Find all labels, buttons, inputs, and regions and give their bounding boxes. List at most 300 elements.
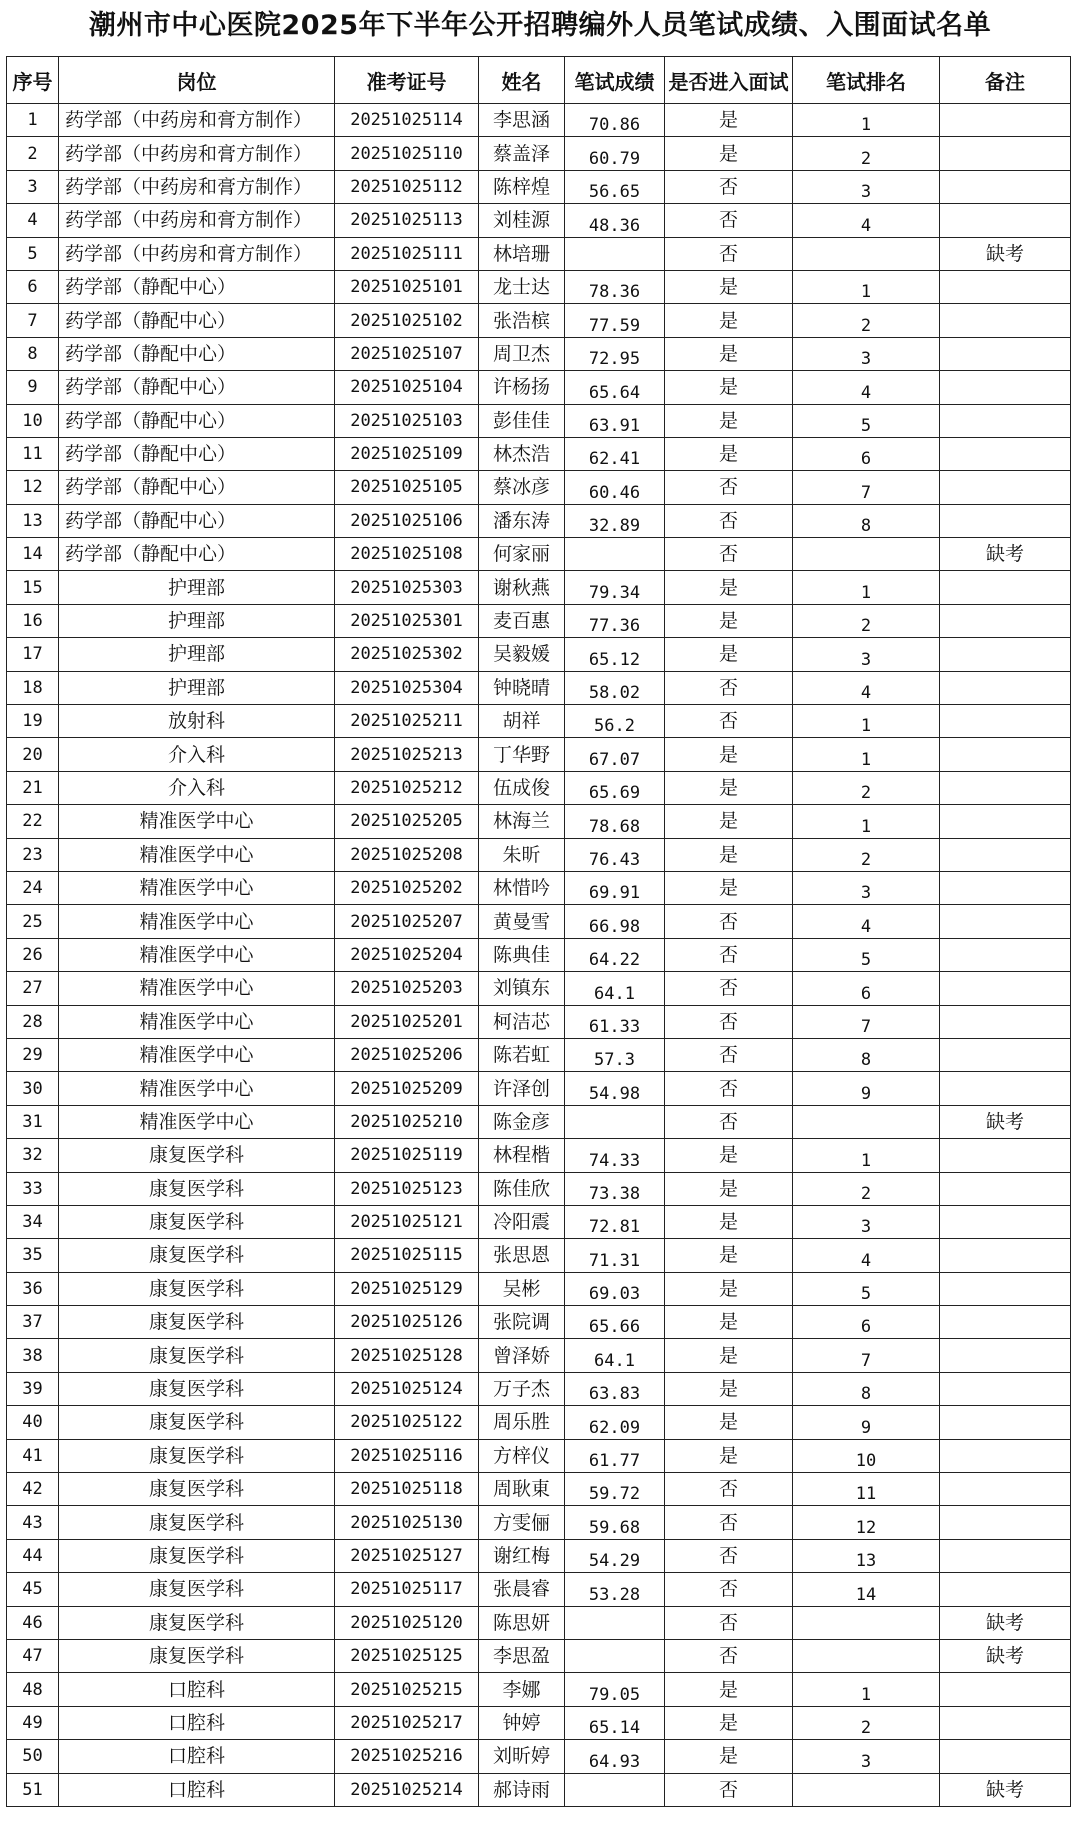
cell-note [940, 404, 1071, 437]
cell-score: 72.95 [565, 337, 665, 370]
cell-position: 药学部（静配中心） [59, 337, 335, 370]
cell-note [940, 170, 1071, 203]
cell-exam-id: 20251025302 [335, 638, 479, 671]
cell-interview: 否 [665, 938, 793, 971]
cell-rank: 13 [793, 1539, 940, 1572]
cell-position: 口腔科 [59, 1706, 335, 1739]
cell-position: 精准医学中心 [59, 905, 335, 938]
cell-name: 陈若虹 [479, 1038, 565, 1071]
cell-no: 18 [7, 671, 59, 704]
cell-position: 介入科 [59, 738, 335, 771]
cell-no: 37 [7, 1306, 59, 1339]
cell-name: 万子杰 [479, 1372, 565, 1405]
cell-name: 钟婷 [479, 1706, 565, 1739]
table-header-row [7, 57, 1071, 104]
cell-name: 钟晓晴 [479, 671, 565, 704]
cell-score: 64.22 [565, 938, 665, 971]
cell-interview: 是 [665, 871, 793, 904]
cell-note [940, 1172, 1071, 1205]
cell-score: 69.03 [565, 1272, 665, 1305]
table-row [7, 1773, 1071, 1806]
cell-note [940, 1272, 1071, 1305]
cell-name: 张浩槟 [479, 304, 565, 337]
cell-rank: 7 [793, 1005, 940, 1038]
cell-score [565, 1105, 665, 1138]
cell-interview: 是 [665, 838, 793, 871]
cell-score: 63.83 [565, 1372, 665, 1405]
table-row [7, 972, 1071, 1005]
cell-note [940, 337, 1071, 370]
cell-rank: 1 [793, 705, 940, 738]
cell-exam-id: 20251025105 [335, 471, 479, 504]
cell-name: 柯洁芯 [479, 1005, 565, 1038]
cell-name: 麦百惠 [479, 604, 565, 637]
cell-position: 精准医学中心 [59, 938, 335, 971]
cell-no: 49 [7, 1706, 59, 1739]
cell-score: 70.86 [565, 104, 665, 137]
table-row [7, 1105, 1071, 1138]
cell-name: 李思盈 [479, 1639, 565, 1672]
cell-position: 康复医学科 [59, 1306, 335, 1339]
cell-exam-id: 20251025304 [335, 671, 479, 704]
cell-exam-id: 20251025114 [335, 104, 479, 137]
cell-name: 林海兰 [479, 805, 565, 838]
page-title: 潮州市中心医院2025年下半年公开招聘编外人员笔试成绩、入围面试名单 [88, 10, 992, 41]
cell-rank: 4 [793, 905, 940, 938]
cell-score [565, 1773, 665, 1806]
cell-note [940, 1205, 1071, 1238]
cell-score [565, 237, 665, 270]
cell-position: 康复医学科 [59, 1172, 335, 1205]
cell-rank: 5 [793, 404, 940, 437]
cell-score: 77.36 [565, 604, 665, 637]
header-interview: 是否进入面试 [665, 57, 793, 104]
cell-position: 康复医学科 [59, 1573, 335, 1606]
table-row [7, 371, 1071, 404]
table-row [7, 471, 1071, 504]
cell-note [940, 1473, 1071, 1506]
cell-name: 刘桂源 [479, 204, 565, 237]
table-row [7, 1038, 1071, 1071]
cell-interview: 否 [665, 538, 793, 571]
cell-score: 67.07 [565, 738, 665, 771]
table-row [7, 838, 1071, 871]
cell-name: 吴毅媛 [479, 638, 565, 671]
cell-interview: 是 [665, 805, 793, 838]
cell-score: 58.02 [565, 671, 665, 704]
cell-rank: 4 [793, 204, 940, 237]
cell-score: 64.93 [565, 1740, 665, 1773]
cell-note [940, 738, 1071, 771]
cell-interview: 是 [665, 1306, 793, 1339]
cell-position: 护理部 [59, 671, 335, 704]
cell-rank: 1 [793, 571, 940, 604]
cell-rank: 7 [793, 1339, 940, 1372]
cell-interview: 否 [665, 1506, 793, 1539]
cell-score: 60.79 [565, 137, 665, 170]
cell-position: 药学部（静配中心） [59, 437, 335, 470]
cell-note [940, 805, 1071, 838]
cell-name: 李娜 [479, 1673, 565, 1706]
cell-no: 35 [7, 1239, 59, 1272]
cell-interview: 否 [665, 237, 793, 270]
cell-no: 41 [7, 1439, 59, 1472]
cell-no: 30 [7, 1072, 59, 1105]
cell-score: 76.43 [565, 838, 665, 871]
cell-interview: 否 [665, 705, 793, 738]
table-row [7, 237, 1071, 270]
cell-note: 缺考 [940, 237, 1071, 270]
cell-position: 精准医学中心 [59, 805, 335, 838]
cell-interview: 否 [665, 1539, 793, 1572]
cell-name: 方雯俪 [479, 1506, 565, 1539]
cell-position: 药学部（静配中心） [59, 471, 335, 504]
cell-rank: 2 [793, 304, 940, 337]
cell-no: 42 [7, 1473, 59, 1506]
cell-interview: 是 [665, 1372, 793, 1405]
cell-note: 缺考 [940, 1773, 1071, 1806]
cell-exam-id: 20251025116 [335, 1439, 479, 1472]
cell-no: 5 [7, 237, 59, 270]
table-row [7, 671, 1071, 704]
table-row [7, 404, 1071, 437]
cell-rank: 1 [793, 104, 940, 137]
cell-exam-id: 20251025128 [335, 1339, 479, 1372]
table-row [7, 170, 1071, 203]
cell-exam-id: 20251025103 [335, 404, 479, 437]
cell-no: 31 [7, 1105, 59, 1138]
table-row [7, 938, 1071, 971]
cell-exam-id: 20251025204 [335, 938, 479, 971]
table-row [7, 604, 1071, 637]
header-position: 岗位 [59, 57, 335, 104]
cell-interview: 是 [665, 1139, 793, 1172]
cell-exam-id: 20251025208 [335, 838, 479, 871]
cell-note [940, 1306, 1071, 1339]
cell-name: 林惜吟 [479, 871, 565, 904]
cell-note [940, 1573, 1071, 1606]
cell-position: 精准医学中心 [59, 1038, 335, 1071]
cell-no: 43 [7, 1506, 59, 1539]
cell-no: 27 [7, 972, 59, 1005]
cell-interview: 否 [665, 1773, 793, 1806]
cell-interview: 是 [665, 571, 793, 604]
cell-position: 康复医学科 [59, 1473, 335, 1506]
cell-interview: 否 [665, 204, 793, 237]
cell-interview: 是 [665, 104, 793, 137]
cell-interview: 是 [665, 137, 793, 170]
cell-exam-id: 20251025127 [335, 1539, 479, 1572]
cell-no: 48 [7, 1673, 59, 1706]
table-row [7, 504, 1071, 537]
cell-exam-id: 20251025108 [335, 538, 479, 571]
cell-no: 32 [7, 1139, 59, 1172]
cell-rank [793, 1105, 940, 1138]
cell-score: 32.89 [565, 504, 665, 537]
cell-position: 放射科 [59, 705, 335, 738]
cell-name: 蔡盖泽 [479, 137, 565, 170]
cell-score [565, 1639, 665, 1672]
cell-note [940, 1239, 1071, 1272]
header-exam-id: 准考证号 [335, 57, 479, 104]
cell-position: 药学部（静配中心） [59, 538, 335, 571]
cell-score: 61.77 [565, 1439, 665, 1472]
cell-note [940, 671, 1071, 704]
cell-position: 药学部（静配中心） [59, 270, 335, 303]
cell-exam-id: 20251025126 [335, 1306, 479, 1339]
cell-position: 药学部（中药房和膏方制作） [59, 237, 335, 270]
cell-exam-id: 20251025110 [335, 137, 479, 170]
table-row [7, 571, 1071, 604]
cell-note [940, 1740, 1071, 1773]
cell-exam-id: 20251025119 [335, 1139, 479, 1172]
table-row [7, 204, 1071, 237]
cell-score [565, 1606, 665, 1639]
cell-no: 6 [7, 270, 59, 303]
header-rank: 笔试排名 [793, 57, 940, 104]
cell-exam-id: 20251025121 [335, 1205, 479, 1238]
table-row [7, 1506, 1071, 1539]
table-row [7, 1573, 1071, 1606]
cell-interview: 是 [665, 1172, 793, 1205]
cell-score: 62.09 [565, 1406, 665, 1439]
cell-rank: 3 [793, 1205, 940, 1238]
cell-exam-id: 20251025215 [335, 1673, 479, 1706]
cell-note [940, 1673, 1071, 1706]
cell-name: 林杰浩 [479, 437, 565, 470]
cell-no: 12 [7, 471, 59, 504]
cell-name: 张晨睿 [479, 1573, 565, 1606]
cell-interview: 是 [665, 1272, 793, 1305]
cell-exam-id: 20251025206 [335, 1038, 479, 1071]
cell-rank: 11 [793, 1473, 940, 1506]
cell-no: 46 [7, 1606, 59, 1639]
cell-score: 54.98 [565, 1072, 665, 1105]
cell-position: 药学部（中药房和膏方制作） [59, 170, 335, 203]
table-row [7, 1072, 1071, 1105]
cell-note [940, 604, 1071, 637]
results-table [6, 56, 1071, 1807]
cell-name: 朱昕 [479, 838, 565, 871]
cell-note [940, 1339, 1071, 1372]
cell-interview: 是 [665, 371, 793, 404]
cell-score: 57.3 [565, 1038, 665, 1071]
cell-rank: 10 [793, 1439, 940, 1472]
cell-rank: 12 [793, 1506, 940, 1539]
cell-name: 陈佳欣 [479, 1172, 565, 1205]
cell-name: 陈梓煌 [479, 170, 565, 203]
cell-position: 康复医学科 [59, 1539, 335, 1572]
cell-rank [793, 1639, 940, 1672]
table-row [7, 1639, 1071, 1672]
cell-rank: 14 [793, 1573, 940, 1606]
cell-note [940, 270, 1071, 303]
table-row [7, 137, 1071, 170]
cell-no: 13 [7, 504, 59, 537]
cell-position: 口腔科 [59, 1740, 335, 1773]
cell-name: 冷阳震 [479, 1205, 565, 1238]
table-row [7, 104, 1071, 137]
cell-name: 伍成俊 [479, 771, 565, 804]
cell-position: 康复医学科 [59, 1639, 335, 1672]
table-row [7, 304, 1071, 337]
cell-position: 康复医学科 [59, 1406, 335, 1439]
cell-rank: 8 [793, 1372, 940, 1405]
cell-no: 33 [7, 1172, 59, 1205]
table-row [7, 771, 1071, 804]
cell-name: 丁华野 [479, 738, 565, 771]
cell-interview: 否 [665, 1105, 793, 1138]
cell-interview: 是 [665, 1706, 793, 1739]
table-row [7, 538, 1071, 571]
cell-rank: 8 [793, 504, 940, 537]
cell-no: 4 [7, 204, 59, 237]
table-row [7, 1205, 1071, 1238]
header-score: 笔试成绩 [565, 57, 665, 104]
cell-position: 精准医学中心 [59, 1105, 335, 1138]
cell-no: 44 [7, 1539, 59, 1572]
cell-name: 潘东涛 [479, 504, 565, 537]
cell-note [940, 1439, 1071, 1472]
cell-score: 65.64 [565, 371, 665, 404]
cell-interview: 是 [665, 404, 793, 437]
cell-exam-id: 20251025212 [335, 771, 479, 804]
cell-rank: 4 [793, 1239, 940, 1272]
cell-exam-id: 20251025115 [335, 1239, 479, 1272]
table-row [7, 1606, 1071, 1639]
cell-position: 精准医学中心 [59, 972, 335, 1005]
cell-note [940, 1406, 1071, 1439]
cell-exam-id: 20251025210 [335, 1105, 479, 1138]
cell-exam-id: 20251025107 [335, 337, 479, 370]
cell-interview: 是 [665, 604, 793, 637]
cell-note [940, 938, 1071, 971]
cell-exam-id: 20251025217 [335, 1706, 479, 1739]
cell-interview: 是 [665, 1439, 793, 1472]
cell-rank: 1 [793, 738, 940, 771]
cell-exam-id: 20251025109 [335, 437, 479, 470]
cell-note [940, 304, 1071, 337]
table-row [7, 1740, 1071, 1773]
cell-no: 45 [7, 1573, 59, 1606]
cell-name: 周耿東 [479, 1473, 565, 1506]
cell-name: 许杨扬 [479, 371, 565, 404]
cell-note [940, 1139, 1071, 1172]
cell-no: 51 [7, 1773, 59, 1806]
cell-score: 65.66 [565, 1306, 665, 1339]
cell-rank [793, 1606, 940, 1639]
cell-note [940, 1539, 1071, 1572]
table-row [7, 1706, 1071, 1739]
table-row [7, 1439, 1071, 1472]
cell-rank: 3 [793, 638, 940, 671]
cell-no: 15 [7, 571, 59, 604]
cell-note [940, 1005, 1071, 1038]
header-no: 序号 [7, 57, 59, 104]
cell-position: 精准医学中心 [59, 871, 335, 904]
cell-score: 56.65 [565, 170, 665, 203]
cell-score: 65.14 [565, 1706, 665, 1739]
table-row [7, 437, 1071, 470]
cell-name: 许泽创 [479, 1072, 565, 1105]
cell-score: 77.59 [565, 304, 665, 337]
cell-position: 口腔科 [59, 1773, 335, 1806]
cell-score: 74.33 [565, 1139, 665, 1172]
cell-interview: 是 [665, 304, 793, 337]
cell-position: 康复医学科 [59, 1272, 335, 1305]
cell-exam-id: 20251025101 [335, 270, 479, 303]
cell-rank [793, 1773, 940, 1806]
cell-no: 10 [7, 404, 59, 437]
cell-interview: 是 [665, 1740, 793, 1773]
cell-note: 缺考 [940, 1105, 1071, 1138]
table-row [7, 805, 1071, 838]
cell-no: 11 [7, 437, 59, 470]
cell-note [940, 371, 1071, 404]
cell-note [940, 838, 1071, 871]
cell-exam-id: 20251025207 [335, 905, 479, 938]
cell-score: 64.1 [565, 972, 665, 1005]
cell-name: 陈金彦 [479, 1105, 565, 1138]
cell-name: 林培珊 [479, 237, 565, 270]
cell-position: 药学部（静配中心） [59, 371, 335, 404]
cell-rank: 3 [793, 871, 940, 904]
cell-position: 康复医学科 [59, 1205, 335, 1238]
cell-rank: 2 [793, 604, 940, 637]
cell-interview: 否 [665, 1573, 793, 1606]
cell-no: 9 [7, 371, 59, 404]
cell-no: 50 [7, 1740, 59, 1773]
cell-position: 精准医学中心 [59, 838, 335, 871]
cell-no: 22 [7, 805, 59, 838]
cell-name: 彭佳佳 [479, 404, 565, 437]
cell-position: 康复医学科 [59, 1606, 335, 1639]
cell-interview: 否 [665, 1072, 793, 1105]
cell-no: 20 [7, 738, 59, 771]
cell-note: 缺考 [940, 1606, 1071, 1639]
cell-no: 28 [7, 1005, 59, 1038]
cell-score: 61.33 [565, 1005, 665, 1038]
cell-name: 黄曼雪 [479, 905, 565, 938]
cell-note [940, 437, 1071, 470]
cell-rank [793, 237, 940, 270]
cell-position: 康复医学科 [59, 1439, 335, 1472]
table-row [7, 1005, 1071, 1038]
cell-note [940, 104, 1071, 137]
cell-name: 何家丽 [479, 538, 565, 571]
cell-score: 65.12 [565, 638, 665, 671]
cell-score: 54.29 [565, 1539, 665, 1572]
cell-score: 59.72 [565, 1473, 665, 1506]
cell-interview: 是 [665, 638, 793, 671]
cell-position: 药学部（静配中心） [59, 404, 335, 437]
cell-exam-id: 20251025125 [335, 1639, 479, 1672]
cell-rank: 9 [793, 1072, 940, 1105]
table-row [7, 1539, 1071, 1572]
cell-rank: 1 [793, 1673, 940, 1706]
cell-name: 林程楷 [479, 1139, 565, 1172]
cell-exam-id: 20251025209 [335, 1072, 479, 1105]
cell-position: 药学部（中药房和膏方制作） [59, 204, 335, 237]
cell-score: 69.91 [565, 871, 665, 904]
cell-exam-id: 20251025129 [335, 1272, 479, 1305]
cell-exam-id: 20251025123 [335, 1172, 479, 1205]
cell-exam-id: 20251025301 [335, 604, 479, 637]
cell-name: 周乐胜 [479, 1406, 565, 1439]
cell-position: 药学部（静配中心） [59, 504, 335, 537]
cell-rank: 2 [793, 1706, 940, 1739]
cell-position: 介入科 [59, 771, 335, 804]
